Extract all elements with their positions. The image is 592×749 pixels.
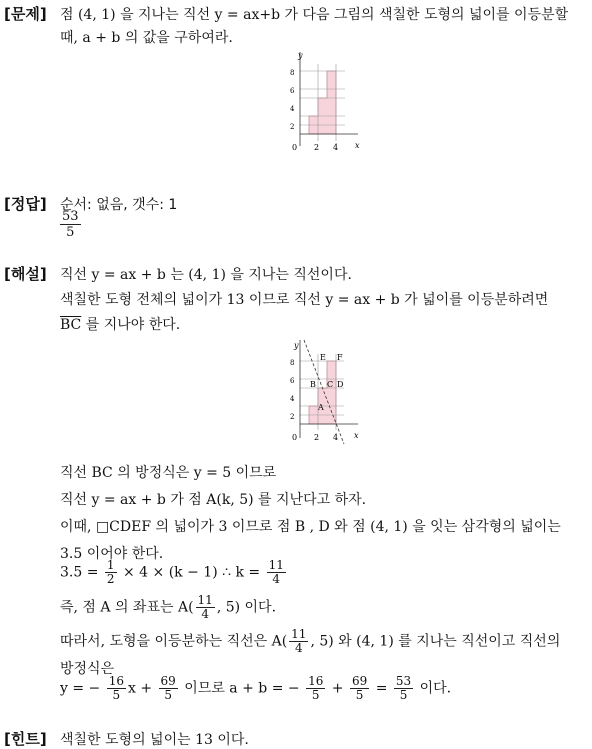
figure1-y-label: y <box>298 51 303 60</box>
figure2-y-label: y <box>294 341 299 350</box>
point-c-label: C <box>327 380 334 389</box>
solution-label: [해설] <box>4 265 47 283</box>
eq-rhs: × 4 × (k − 1) ∴ k = <box>123 564 261 581</box>
coord-a-numerator: 11 <box>197 593 213 607</box>
intercept-numerator: 69 <box>160 674 176 688</box>
figure1-ytick-8: 8 <box>290 69 295 77</box>
eq-lhs: 3.5 = <box>60 564 99 581</box>
coord-a-denominator: 4 <box>201 607 209 621</box>
solution-line-7: 3.5 이어야 한다. <box>60 546 164 562</box>
figure2-xtick-0: 0 <box>292 433 298 442</box>
figure1-xtick-2: 2 <box>314 143 320 152</box>
figure2-ytick-4: 4 <box>290 395 295 403</box>
half-numerator: 1 <box>106 558 115 572</box>
hint-text: 색칠한 도형의 넓이는 13 이다. <box>60 732 249 748</box>
answer-denominator: 5 <box>66 225 75 240</box>
figure2-ytick-8: 8 <box>290 359 295 367</box>
segment-bc: $\overline{BC}$ <box>60 317 82 333</box>
final-eq-start: y = − <box>60 680 101 697</box>
k-numerator: 11 <box>268 558 284 572</box>
coord-a-prefix: 즉, 점 A 의 좌표는 A( <box>60 599 194 616</box>
figure1-ytick-6: 6 <box>290 87 295 95</box>
point-e-label: E <box>320 353 326 362</box>
b-denominator: 5 <box>355 688 364 702</box>
solution-line-2: 색칠한 도형 전체의 넓이가 13 이므로 직선 y = ax + b 가 넓이를 이등분하려면 <box>60 292 549 308</box>
result-numerator: 53 <box>395 674 412 688</box>
solution-line-6: 이때, □CDEF 의 넓이가 3 이므로 점 B , D 와 점 (4, 1) 을 잇는 삼각형의 넓이는 <box>60 519 561 535</box>
intercept-denominator: 5 <box>164 688 172 702</box>
conclusion-prefix: 따라서, 도형을 이등분하는 직선은 A( <box>60 633 288 650</box>
problem-line-1: 점 (4, 1) 을 지나는 직선 y = ax+b 가 다음 그림의 색칠한 도형의 넓이를 이등분할 <box>60 7 569 23</box>
final-eq-end: 이다. <box>415 680 452 697</box>
final-eq-sum: 이므로 a + b = − <box>179 680 300 697</box>
solution-line-8 <box>60 559 288 586</box>
figure2-x-label: x <box>354 431 359 440</box>
solution-line-3 <box>60 314 180 334</box>
hint-label: [힌트] <box>4 730 47 748</box>
figure1-shaded-region <box>309 71 336 134</box>
figure2-ytick-6: 6 <box>290 377 295 385</box>
result-denominator: 5 <box>399 688 408 702</box>
solution-line-3-rest: 를 지나야 한다. <box>81 317 181 333</box>
final-eq-equals: = <box>375 680 388 697</box>
figure2-xtick-2: 2 <box>314 433 320 442</box>
solution-figure <box>280 334 370 446</box>
figure1-x-label: x <box>355 141 360 150</box>
figure1-xtick-4: 4 <box>333 143 339 152</box>
figure2-shaded-region <box>309 361 336 424</box>
point-f-label: F <box>337 353 343 362</box>
final-eq-plus: + <box>331 680 344 697</box>
problem-line-2: 때, a + b 의 값을 구하여라. <box>60 30 233 46</box>
slope-numerator: 16 <box>108 674 125 688</box>
answer-label: [정답] <box>4 195 47 213</box>
conclusion-suffix: , 5) 와 (4, 1) 를 지나는 직선이고 직선의 <box>310 633 561 650</box>
point-d-label: D <box>337 380 344 389</box>
half-denominator: 2 <box>106 572 115 586</box>
point-a-label: A <box>318 403 324 412</box>
problem-figure <box>282 46 372 154</box>
solution-line-9 <box>60 594 276 621</box>
solution-line-12 <box>60 675 451 702</box>
figure1-ytick-4: 4 <box>290 105 295 113</box>
conclusion-denominator: 4 <box>294 641 303 655</box>
answer-numerator: 53 <box>62 209 79 224</box>
problem-label: [문제] <box>4 5 47 23</box>
solution-line-4: 직선 BC 의 방정식은 y = 5 이므로 <box>60 465 277 481</box>
slope-denominator: 5 <box>112 688 121 702</box>
final-eq-x: x + <box>128 680 153 697</box>
a-denominator: 5 <box>311 688 320 702</box>
a-numerator: 16 <box>308 674 324 688</box>
point-b-label: B <box>310 380 316 389</box>
figure1-xtick-0: 0 <box>292 143 298 152</box>
coord-a-suffix: , 5) 이다. <box>216 599 277 616</box>
answer-meta: 순서: 없음, 갯수: 1 <box>60 197 178 213</box>
solution-line-1: 직선 y = ax + b 는 (4, 1) 을 지나는 직선이다. <box>60 267 352 283</box>
answer-value <box>58 209 83 240</box>
b-numerator: 69 <box>351 674 368 688</box>
figure2-ytick-2: 2 <box>290 413 295 421</box>
figure2-xtick-4: 4 <box>333 433 339 442</box>
solution-line-11: 방정식은 <box>60 661 115 677</box>
solution-line-5: 직선 y = ax + b 가 점 A(k, 5) 를 지난다고 하자. <box>60 492 367 508</box>
solution-line-10 <box>60 628 560 655</box>
figure1-ytick-2: 2 <box>290 123 295 131</box>
k-denominator: 4 <box>272 572 281 586</box>
conclusion-numerator: 11 <box>291 627 307 641</box>
